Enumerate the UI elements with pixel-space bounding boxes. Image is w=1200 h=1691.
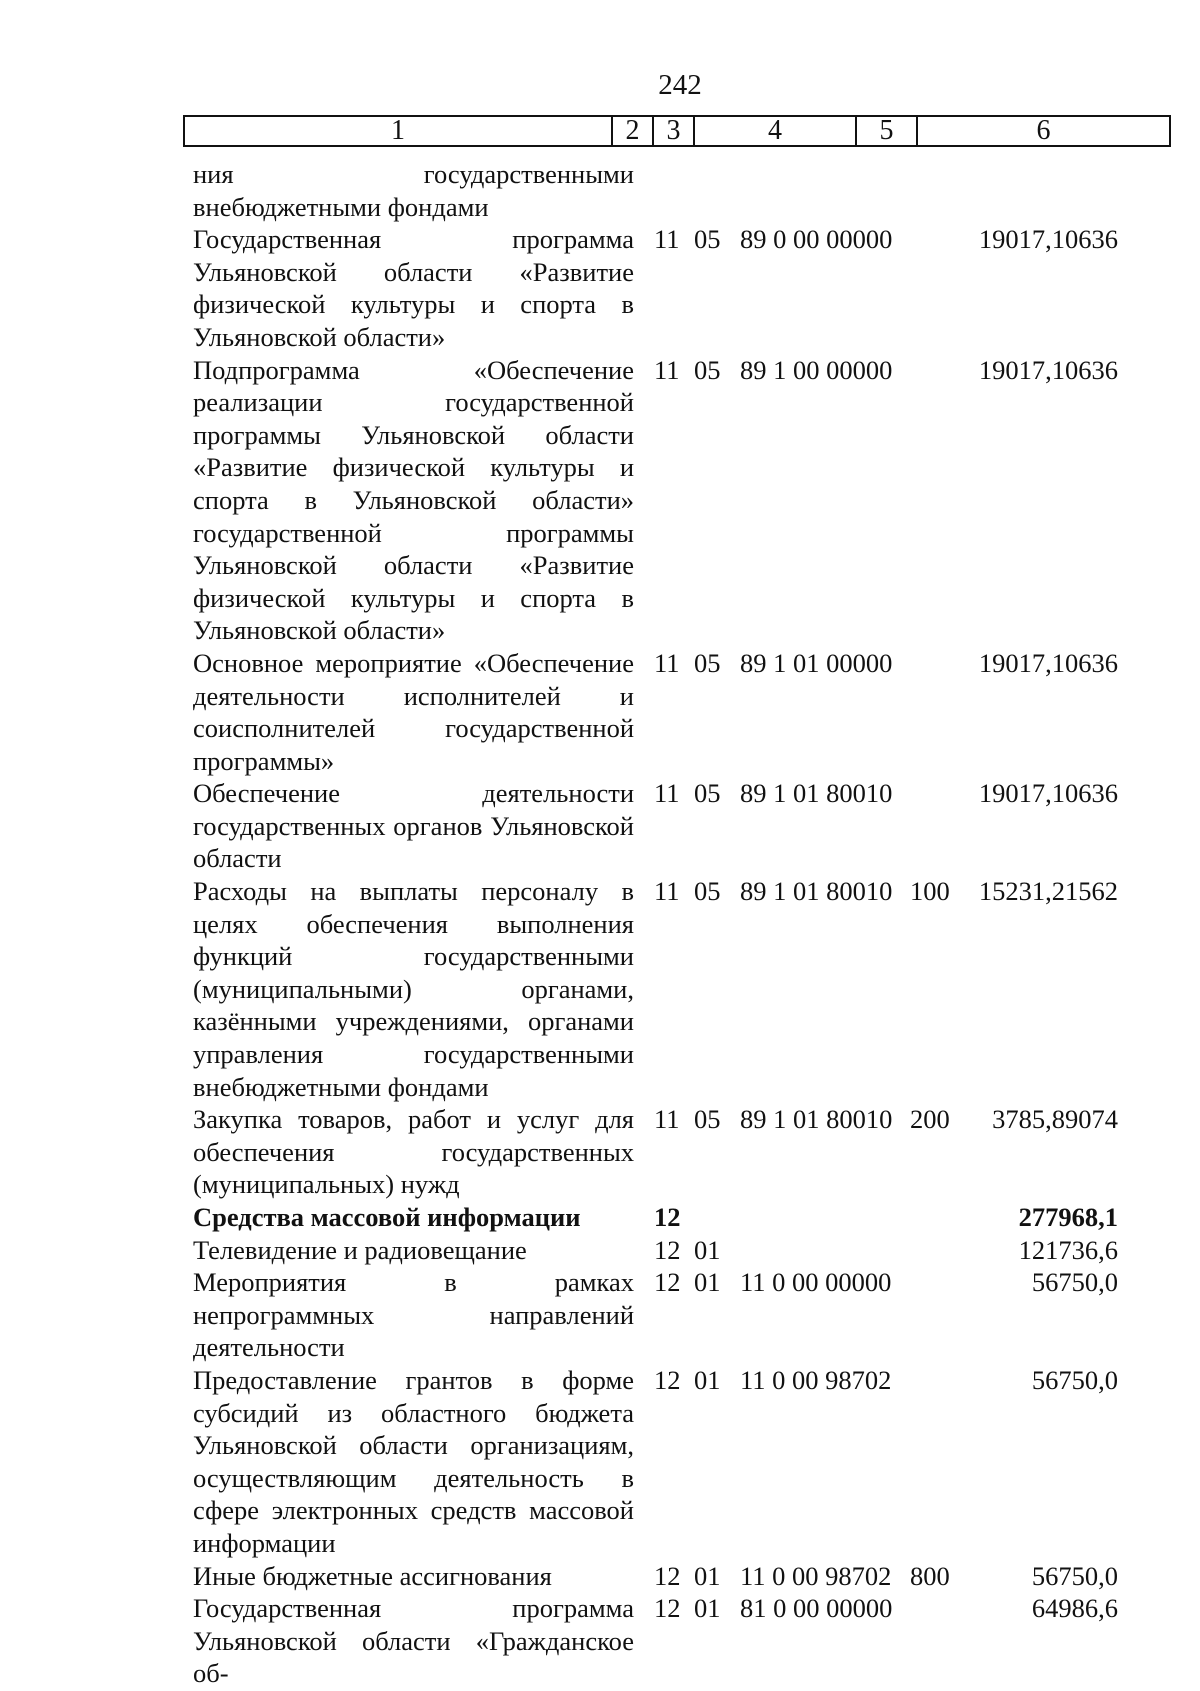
- row-description: Телевидение и радиовещание: [193, 1234, 527, 1265]
- row-description: Обеспечение деятельности государственных органов Ульяновской области: [193, 778, 634, 874]
- table-row: [193, 1234, 1193, 1267]
- row-description: Государственная программа Ульяновской области «Развитие физической культуры и спорта в Ульяновской области»: [193, 224, 634, 352]
- row-description: Государственная программа Ульяновской области «Гражданское об-: [193, 1593, 634, 1689]
- row-subsection: 05: [694, 354, 721, 385]
- row-target-article: 11 0 00 98702: [740, 1364, 892, 1395]
- row-amount: [968, 158, 1118, 223]
- row-section: 11: [654, 224, 680, 255]
- header-col-5: 5: [857, 117, 918, 145]
- row-subsection: 01: [694, 1364, 721, 1395]
- row-amount: 19017,10636: [978, 647, 1118, 678]
- table-row: [193, 1201, 1193, 1234]
- row-section: 11: [654, 876, 680, 907]
- row-target-article: 11 0 00 98702: [740, 1560, 892, 1591]
- table-row: [193, 223, 1193, 353]
- row-target-article: 89 0 00 00000: [740, 224, 893, 255]
- row-amount: 56750,0: [1031, 1364, 1118, 1395]
- row-description: ния государственными внебюджетными фондами: [193, 159, 634, 222]
- row-subsection: 01: [694, 1593, 721, 1624]
- table-body: [193, 158, 1193, 1690]
- page-number: 242: [658, 69, 702, 101]
- row-amount: 56750,0: [1031, 1267, 1118, 1298]
- row-section: 11: [654, 778, 680, 809]
- row-expense-type: [910, 1201, 968, 1234]
- row-section: 12: [654, 1364, 681, 1395]
- row-expense-type: [910, 158, 968, 223]
- row-target-article: 89 1 01 80010: [740, 778, 893, 809]
- row-amount: 121736,6: [1018, 1234, 1118, 1265]
- row-section: 12: [654, 1560, 681, 1591]
- row-amount: 56750,0: [1031, 1560, 1118, 1591]
- row-subsection: 05: [694, 876, 721, 907]
- row-section: 12: [654, 1593, 681, 1624]
- row-subsection: 01: [694, 1267, 721, 1298]
- row-expense-type: [910, 647, 968, 777]
- row-expense-type: [910, 223, 968, 353]
- row-subsection: 05: [694, 778, 721, 809]
- row-subsection: 05: [694, 1104, 721, 1135]
- row-subsection: 01: [694, 1234, 721, 1265]
- row-section: 12: [654, 1267, 681, 1298]
- row-subsection: 05: [694, 647, 721, 678]
- header-col-4: 4: [695, 117, 857, 145]
- row-section: 11: [654, 354, 680, 385]
- row-expense-type: 200: [910, 1104, 950, 1135]
- header-col-2: 2: [613, 117, 654, 145]
- row-expense-type: [910, 354, 968, 647]
- row-expense-type: 100: [910, 876, 950, 907]
- header-col-3: 3: [654, 117, 695, 145]
- header-col-1: 1: [185, 117, 613, 145]
- row-target-article: 89 1 01 00000: [740, 647, 893, 678]
- row-section: 11: [654, 647, 680, 678]
- row-description: Расходы на выплаты персоналу в целях обеспечения выполнения функций государственными (муниципальными) органами, казёнными учреждениями, органами управления государственными внебюджетными фондами: [193, 876, 634, 1102]
- table-row: [193, 354, 1193, 647]
- row-expense-type: [910, 1266, 968, 1364]
- row-subsection: [694, 1201, 740, 1234]
- table-row: [193, 158, 1193, 223]
- table-row: [193, 1560, 1193, 1593]
- table-row: [193, 647, 1193, 777]
- row-amount: 3785,89074: [992, 1104, 1118, 1135]
- row-subsection: 05: [694, 224, 721, 255]
- table-row: [193, 777, 1193, 875]
- row-target-article: 89 1 01 80010: [740, 1104, 893, 1135]
- row-section: 12: [654, 1202, 681, 1232]
- row-expense-type: [910, 1234, 968, 1267]
- table-header: [183, 115, 1171, 147]
- row-target-article: [740, 1234, 910, 1267]
- row-section: [654, 158, 694, 223]
- row-description: Основное мероприятие «Обеспечение деятельности исполнителей и соисполнителей государственной программы»: [193, 647, 634, 776]
- table-row: [193, 1103, 1193, 1201]
- row-description: Иные бюджетные ассигнования: [193, 1560, 552, 1591]
- row-amount: 277968,1: [1018, 1202, 1118, 1232]
- table-row: [193, 1364, 1193, 1560]
- row-expense-type: [910, 777, 968, 875]
- row-subsection: [694, 158, 740, 223]
- row-expense-type: [910, 1364, 968, 1560]
- row-target-article: 11 0 00 00000: [740, 1267, 892, 1298]
- row-expense-type: [910, 1592, 968, 1690]
- row-amount: 19017,10636: [978, 354, 1118, 385]
- row-description: Предоставление грантов в форме субсидий из областного бюджета Ульяновской области организациям, осуществляющим деятельность в сфере электронных средств массовой информации: [193, 1364, 634, 1558]
- row-amount: 64986,6: [1031, 1593, 1118, 1624]
- row-target-article: [740, 158, 910, 223]
- row-description: Закупка товаров, работ и услуг для обеспечения государственных (муниципальных) нужд: [193, 1104, 634, 1200]
- row-subsection: 01: [694, 1560, 721, 1591]
- table-row: [193, 1266, 1193, 1364]
- row-amount: 19017,10636: [978, 778, 1118, 809]
- row-section: 11: [654, 1104, 680, 1135]
- table-row: [193, 875, 1193, 1103]
- table-row: [193, 1592, 1193, 1690]
- row-description: Средства массовой информации: [193, 1202, 581, 1232]
- row-amount: 15231,21562: [978, 876, 1118, 907]
- row-target-article: [740, 1201, 910, 1234]
- header-col-6: 6: [1036, 115, 1051, 146]
- row-target-article: 89 1 00 00000: [740, 354, 893, 385]
- row-amount: 19017,10636: [978, 224, 1118, 255]
- row-expense-type: 800: [910, 1560, 950, 1591]
- row-section: 12: [654, 1234, 681, 1265]
- row-target-article: 89 1 01 80010: [740, 876, 893, 907]
- row-target-article: 81 0 00 00000: [740, 1593, 893, 1624]
- row-description: Подпрограмма «Обеспечение реализации государственной программы Ульяновской области «Развитие физической культуры и спорта в Ульяновской области» государственной программы Ульяновской области «Развитие физической культуры и спорта в Ульяновской области»: [193, 354, 634, 646]
- row-description: Мероприятия в рамках непрограммных направлений деятельности: [193, 1267, 634, 1363]
